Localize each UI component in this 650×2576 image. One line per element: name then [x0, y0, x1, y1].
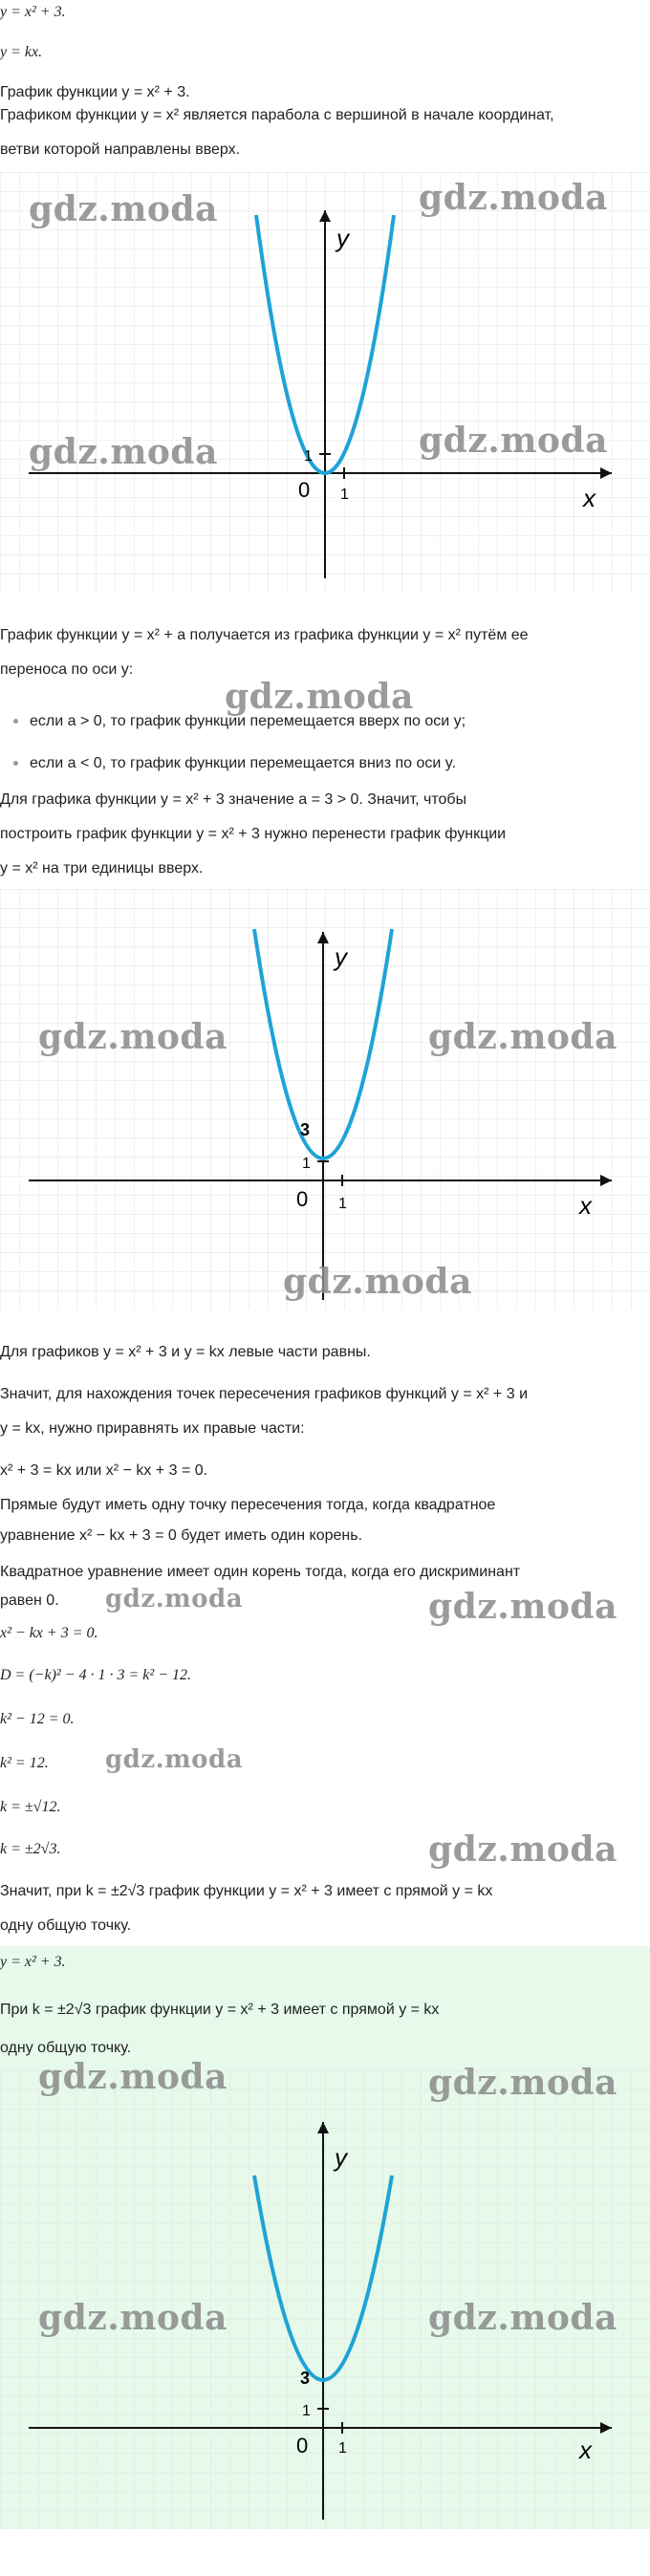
solution-text-7: Квадратное уравнение имеет один корень тогда, когда его дискриминант [0, 1564, 521, 1580]
x-one-label: 1 [338, 1196, 347, 1212]
grid [0, 889, 650, 1310]
y-one-label: 1 [302, 1156, 311, 1172]
solution-text-5: Прямые будут иметь одну точку пересечения тогда, когда квадратное [0, 1497, 496, 1513]
bullet-icon [13, 719, 18, 724]
answer-text-2: одну общую точку. [0, 2040, 132, 2056]
watermark: gdz.moda [419, 178, 608, 218]
watermark: gdz.moda [29, 432, 218, 472]
shift-text-5: y = x² на три единицы вверх. [0, 860, 204, 877]
answer-equation: y = x² + 3. [0, 1954, 66, 1970]
graph-y-x2 [0, 172, 650, 593]
shift-text-2: переноса по оси y: [0, 661, 134, 678]
equation-discriminant: D = (−k)² − 4 · 1 · 3 = k² − 12. [0, 1667, 191, 1683]
answer-box [0, 1946, 650, 2070]
shift-text-4: построить график функции y = x² + 3 нужно перенести график функции [0, 826, 507, 842]
bullet-icon [13, 761, 18, 766]
solution-text-2: Значит, для нахождения точек пересечения графиков функций y = x² + 3 и [0, 1386, 528, 1402]
y-axis-label: y [335, 942, 347, 971]
watermark: gdz.moda [283, 1262, 472, 1302]
shift-bullet-up: если a > 0, то график функции перемещается вверх по оси y; [13, 711, 466, 732]
x-axis-label: x [579, 2435, 592, 2464]
watermark: gdz.moda [38, 1017, 228, 1057]
parabola-description-2: ветви которой направлены вверх. [0, 141, 241, 158]
vertex-label: 3 [300, 2369, 311, 2388]
solution-text-8: равен 0. [0, 1592, 59, 1609]
watermark: gdz.moda [419, 421, 608, 461]
equation-parabola: y = x² + 3. [0, 4, 66, 20]
equation-k-root: k = ±√12. [0, 1799, 61, 1815]
equation-quadratic: x² − kx + 3 = 0. [0, 1625, 98, 1641]
solution-text-1: Для графиков y = x² + 3 и y = kx левые части равны. [0, 1344, 371, 1360]
watermark: gdz.moda [38, 2057, 228, 2097]
solution-text-4: x² + 3 = kx или x² − kx + 3 = 0. [0, 1462, 208, 1479]
graph-caption: График функции y = x² + 3. [0, 84, 190, 100]
watermark: gdz.moda [105, 1745, 244, 1774]
x-one-label: 1 [338, 2440, 347, 2457]
watermark: gdz.moda [428, 2063, 618, 2103]
watermark: gdz.moda [428, 2298, 618, 2338]
x-axis-label: x [579, 1191, 592, 1220]
shift-bullet-down: если a < 0, то график функции перемещается вниз по оси y. [13, 753, 456, 774]
solution-text-6: уравнение x² − kx + 3 = 0 будет иметь один корень. [0, 1527, 363, 1544]
watermark: gdz.moda [105, 1585, 244, 1613]
equation-line: y = kx. [0, 44, 43, 60]
equation-k-squared: k² = 12. [0, 1755, 49, 1771]
x-one-label: 1 [340, 487, 349, 503]
watermark: gdz.moda [38, 2298, 228, 2338]
origin-label: 0 [296, 1187, 309, 1211]
vertex-label: 3 [300, 1120, 311, 1139]
shift-text-3: Для графика функции y = x² + 3 значение a = 3 > 0. Значит, чтобы [0, 791, 467, 808]
x-axis-label: x [583, 484, 596, 512]
y-one-label: 1 [304, 448, 313, 465]
y-axis-label: y [336, 224, 349, 252]
parabola-description-1: Графиком функции y = x² является парабола с вершиной в начале координат, [0, 107, 554, 123]
solution-text-3: y = kx, нужно приравнять их правые части: [0, 1420, 305, 1437]
watermark: gdz.moda [29, 189, 218, 229]
answer-text-1: При k = ±2√3 график функции y = x² + 3 имеет с прямой y = kx [0, 2002, 440, 2018]
watermark: gdz.moda [225, 677, 414, 717]
y-axis-label: y [335, 2143, 347, 2172]
equation-discriminant-zero: k² − 12 = 0. [0, 1711, 75, 1727]
origin-label: 0 [298, 478, 311, 502]
solution-text-9: Значит, при k = ±2√3 график функции y = x² + 3 имеет с прямой y = kx [0, 1883, 493, 1899]
origin-label: 0 [296, 2434, 309, 2457]
solution-text-10: одну общую точку. [0, 1917, 132, 1934]
watermark: gdz.moda [428, 1829, 618, 1870]
watermark: gdz.moda [428, 1017, 618, 1057]
equation-k-value: k = ±2√3. [0, 1841, 61, 1857]
graph-y-x2-plus-3 [0, 889, 650, 1310]
shift-text-1: График функции y = x² + a получается из графика функции y = x² путём ее [0, 627, 529, 643]
watermark: gdz.moda [428, 1587, 618, 1627]
y-one-label: 1 [302, 2403, 311, 2419]
